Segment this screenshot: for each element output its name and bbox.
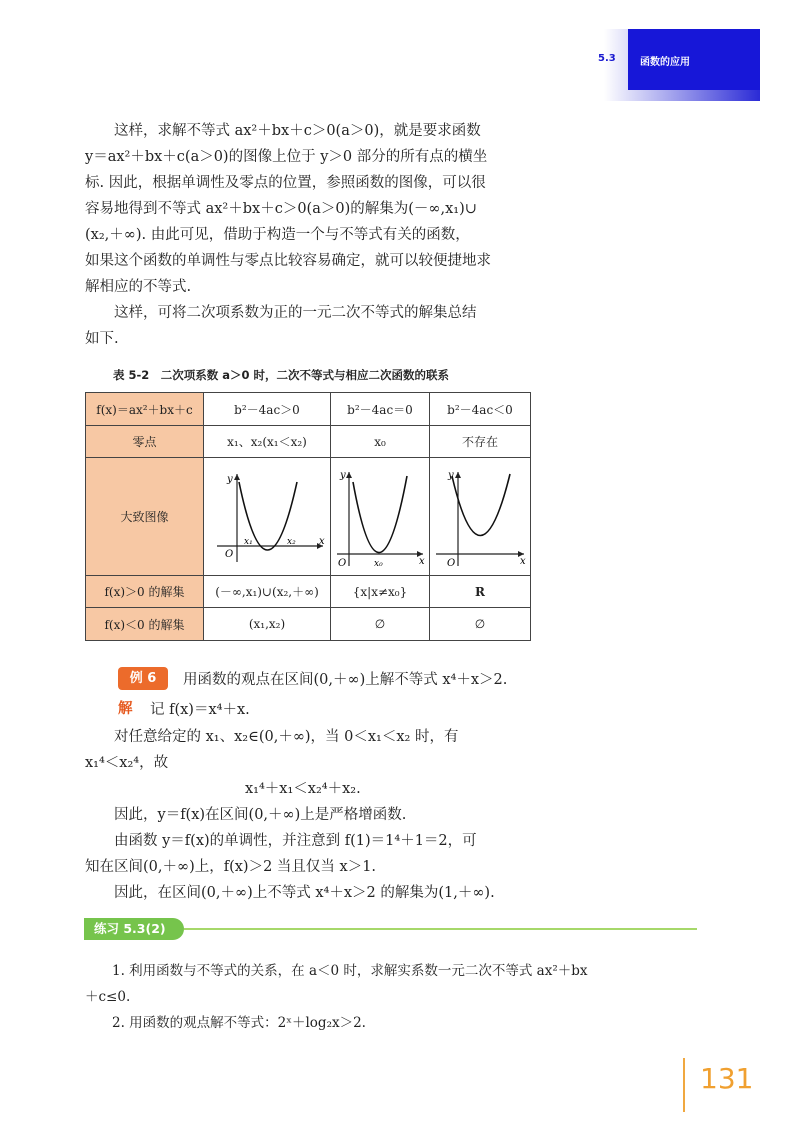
root2-label: x₂ — [287, 537, 296, 547]
table-cell: (x₁,x₂) — [204, 608, 331, 641]
text-line: 因此，y＝f(x)在区间(0,＋∞)上是严格增函数. — [85, 807, 407, 823]
text-line: 因此，在区间(0,＋∞)上不等式 x⁴＋x＞2 的解集为(1,＋∞). — [85, 885, 495, 901]
x-label: x — [319, 536, 325, 547]
origin-label: O — [338, 558, 347, 569]
practice-items — [85, 958, 705, 1036]
y-label: y — [340, 470, 346, 481]
practice-item-line: 2. 用函数的观点解不等式：2ˣ＋log₂x＞2. — [85, 1015, 366, 1031]
y-axis-arrow — [346, 472, 352, 478]
table-row — [86, 426, 531, 458]
solution-label: 解 — [118, 700, 133, 717]
table-cell: R — [430, 576, 531, 608]
summary-table — [85, 392, 531, 641]
text-line: 由函数 y＝f(x)的单调性，并注意到 f(1)＝1⁴＋1＝2，可 — [85, 833, 477, 849]
example-problem: 用函数的观点在区间(0,＋∞)上解不等式 x⁴＋x＞2. — [183, 672, 508, 688]
example-badge: 例 6 — [118, 667, 168, 690]
page-number-rule — [683, 1058, 685, 1112]
parabola-double-root-graph — [333, 460, 427, 570]
parabola-curve — [353, 476, 407, 553]
text-line: 对任意给定的 x₁、x₂∈(0,＋∞)，当 0＜x₁＜x₂ 时，有 — [85, 729, 459, 745]
text-line: 如下. — [85, 331, 119, 347]
x-label: x — [419, 556, 425, 567]
row-label: f(x)＞0 的解集 — [86, 576, 204, 608]
text-line: 标. 因此，根据单调性及零点的位置，参照函数的图像，可以很 — [85, 175, 486, 191]
row-label: f(x)＜0 的解集 — [86, 608, 204, 641]
parabola-two-roots-graph — [207, 460, 327, 570]
table-row — [86, 608, 531, 641]
header-section-number: 5.3 — [598, 53, 616, 64]
row-label: 大致图像 — [86, 458, 204, 576]
y-axis-arrow — [234, 474, 240, 480]
table-caption: 表 5-2 二次项系数 a＞0 时，二次不等式与相应二次函数的联系 — [113, 368, 450, 382]
y-label: y — [227, 474, 233, 485]
table-cell: x₀ — [331, 426, 430, 458]
text-line: 这样，求解不等式 ax²＋bx＋c＞0(a＞0)，就是要求函数 — [85, 123, 481, 139]
text-line: y＝ax²＋bx＋c(a＞0)的图像上位于 y＞0 部分的所有点的横坐 — [85, 149, 488, 165]
y-axis-arrow — [455, 472, 461, 478]
header-section-title: 函数的应用 — [640, 57, 690, 68]
paragraph-summary — [85, 300, 525, 352]
x-label: x — [520, 556, 526, 567]
paragraph-intro — [85, 118, 525, 300]
row-label: 零点 — [86, 426, 204, 458]
solution-body — [85, 724, 530, 906]
text-line: 解相应的不等式. — [85, 279, 192, 295]
practice-badge: 练习 5.3(2) — [84, 918, 184, 940]
parabola-curve — [452, 474, 510, 536]
practice-item-line: ＋c≤0. — [85, 989, 131, 1005]
solution-first-line: 记 f(x)＝x⁴＋x. — [150, 702, 250, 718]
table-cell: {x|x≠x₀} — [331, 576, 430, 608]
table-row — [86, 458, 531, 576]
practice-item-line: 1. 利用函数与不等式的关系，在 a＜0 时，求解实系数一元二次不等式 ax²＋bx — [85, 963, 588, 979]
table-cell: (－∞,x₁)∪(x₂,＋∞) — [204, 576, 331, 608]
table-row — [86, 576, 531, 608]
text-line: x₁⁴＜x₂⁴，故 — [85, 755, 169, 771]
text-line: 如果这个函数的单调性与零点比较容易确定，就可以较便捷地求 — [85, 253, 491, 269]
text-line: 知在区间(0,＋∞)上，f(x)＞2 当且仅当 x＞1. — [85, 859, 377, 875]
table-header-cell: f(x)＝ax²＋bx＋c — [86, 393, 204, 426]
root1-label: x₁ — [244, 537, 253, 547]
text-line: 这样，可将二次项系数为正的一元二次不等式的解集总结 — [85, 305, 477, 321]
origin-label: O — [447, 558, 456, 569]
table-cell: x₁、x₂(x₁＜x₂) — [204, 426, 331, 458]
display-formula: x₁⁴＋x₁＜x₂⁴＋x₂. — [245, 781, 361, 797]
table-header-row — [86, 393, 531, 426]
table-header-cell: b²－4ac＜0 — [430, 393, 531, 426]
graph-cell-two-roots — [204, 458, 331, 576]
graph-cell-double-root — [331, 458, 430, 576]
graph-cell-no-root — [430, 458, 531, 576]
text-line: (x₂,＋∞). 由此可见，借助于构造一个与不等式有关的函数， — [85, 227, 470, 243]
table-header-cell: b²－4ac＝0 — [331, 393, 430, 426]
page-number: 131 — [700, 1062, 754, 1095]
table-cell: ∅ — [430, 608, 531, 641]
root0-label: x₀ — [374, 559, 383, 569]
text-line: 容易地得到不等式 ax²＋bx＋c＞0(a＞0)的解集为(－∞,x₁)∪ — [85, 201, 477, 217]
table-header-cell: b²－4ac＞0 — [204, 393, 331, 426]
table-cell: 不存在 — [430, 426, 531, 458]
practice-rule — [184, 928, 697, 930]
table-cell: ∅ — [331, 608, 430, 641]
origin-label: O — [225, 549, 234, 560]
y-label: y — [448, 470, 454, 481]
parabola-no-root-graph — [432, 460, 528, 570]
